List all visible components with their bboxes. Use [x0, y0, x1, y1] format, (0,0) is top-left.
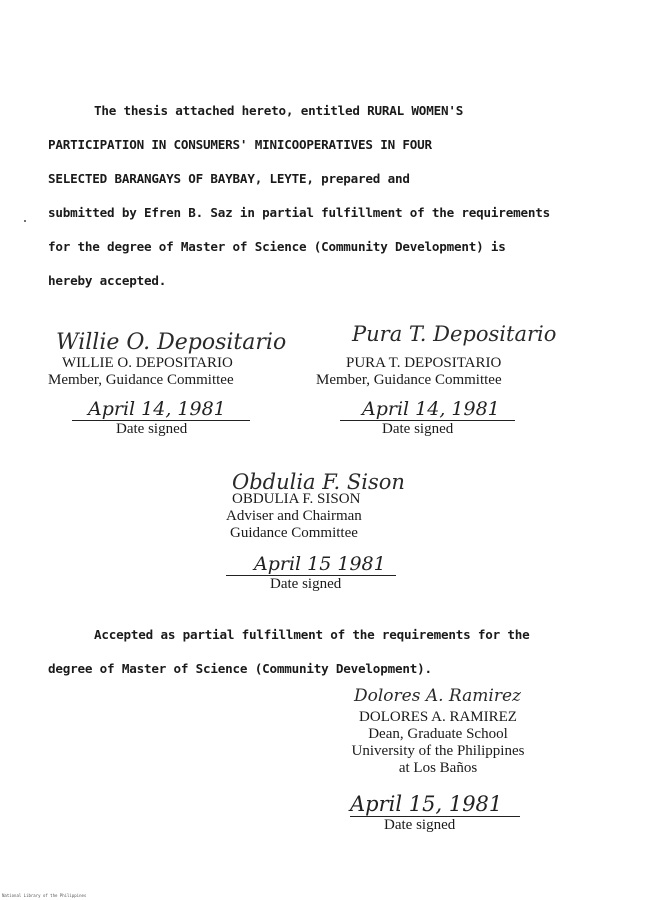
acceptance-line: Accepted as partial fulfillment of the requirements for the [94, 627, 530, 642]
footer-note: National Library of the Philippines [2, 893, 87, 898]
acceptance-paragraph [48, 94, 578, 298]
acceptance-line: degree of Master of Science (Community Development). [48, 661, 432, 676]
dean-institution: University of the Philippines [351, 743, 525, 759]
acceptance-line: The thesis attached hereto, entitled RURAL WOMEN'S [94, 103, 464, 118]
handwritten-date: April 14, 1981 [362, 398, 500, 420]
acceptance-line: submitted by Efren B. Saz in partial fulfillment of the requirements [48, 205, 550, 220]
acceptance-line: hereby accepted. [48, 273, 167, 288]
adviser-name: OBDULIA F. SISON [232, 491, 361, 507]
member-name: WILLIE O. DEPOSITARIO [62, 355, 233, 371]
adviser-date [226, 553, 396, 593]
acceptance-line: SELECTED BARANGAYS OF BAYBAY, LEYTE, prepared and [48, 171, 410, 186]
dean-name: DOLORES A. RAMIREZ [359, 709, 517, 725]
signature-pura: Pura T. Depositario [352, 322, 557, 346]
date-label: Date signed [382, 421, 454, 437]
member-name: PURA T. DEPOSITARIO [346, 355, 502, 371]
dean-block [328, 709, 548, 777]
signature-willie: Willie O. Depositario [56, 330, 287, 355]
adviser-block [226, 491, 362, 542]
handwritten-date: April 15 1981 [254, 553, 386, 575]
handwritten-date: April 15, 1981 [350, 792, 503, 816]
signature-dolores: Dolores A. Ramirez [354, 686, 521, 706]
acceptance-line: PARTICIPATION IN CONSUMERS' MINICOOPERATIVES IN FOUR [48, 137, 432, 152]
adviser-role: Adviser and Chairman [226, 508, 362, 524]
acceptance-line: for the degree of Master of Science (Community Development) is [48, 239, 506, 254]
dean-date [350, 792, 520, 834]
dean-acceptance-paragraph [48, 618, 578, 686]
member-role: Member, Guidance Committee [316, 372, 502, 388]
date-label: Date signed [384, 817, 456, 833]
signature-obdulia: Obdulia F. Sison [232, 470, 405, 494]
dean-title: Dean, Graduate School [368, 726, 508, 742]
committee-member-1 [48, 355, 234, 389]
member-1-date [72, 398, 250, 438]
committee-member-2 [316, 355, 502, 389]
adviser-committee: Guidance Committee [230, 525, 358, 541]
stray-mark [24, 220, 26, 222]
handwritten-date: April 14, 1981 [88, 398, 226, 420]
member-role: Member, Guidance Committee [48, 372, 234, 388]
date-label: Date signed [270, 576, 342, 592]
dean-location: at Los Baños [398, 760, 478, 776]
date-label: Date signed [116, 421, 188, 437]
member-2-date [340, 398, 515, 438]
